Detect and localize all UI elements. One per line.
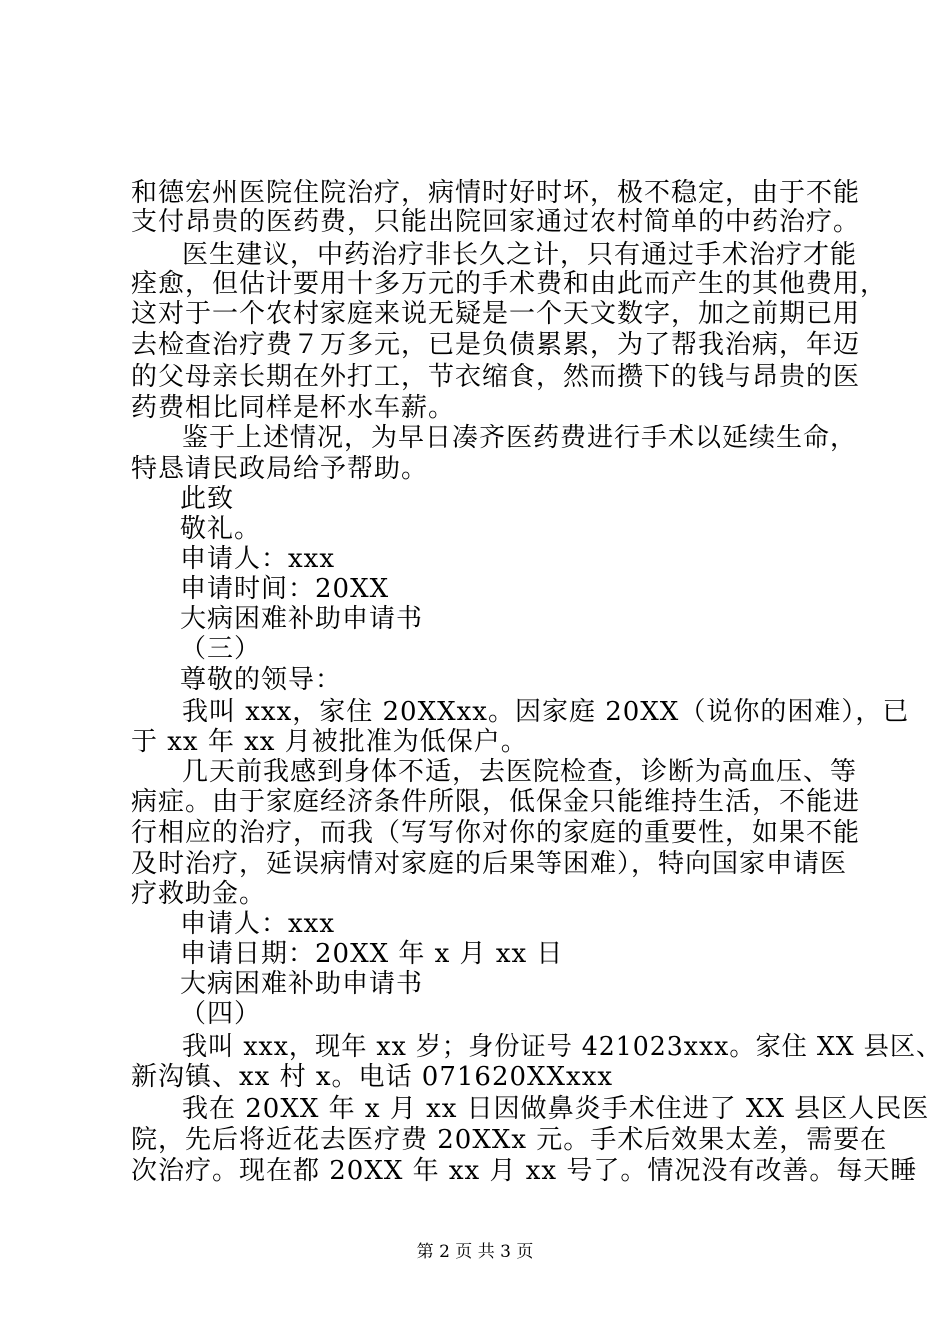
text-line-28: （四） xyxy=(180,999,262,1029)
text-line-33: 次治疗。现在都 20XX 年 xx 月 xx 号了。情况没有改善。每天睡 xyxy=(131,1156,918,1186)
text-line-27: 大病困难补助申请书 xyxy=(180,969,424,999)
text-line-4: 痊愈，但估计要用十多万元的手术费和由此而产生的其他费用， xyxy=(131,269,888,299)
text-line-6: 去检查治疗费７万多元，已是负债累累，为了帮我治病，年迈 xyxy=(131,330,861,360)
text-line-22: 行相应的治疗，而我（写写你对你的家庭的重要性，如果不能 xyxy=(131,818,861,848)
text-line-5: 这对于一个农村家庭来说无疑是一个天文数字，加之前期已用 xyxy=(131,299,861,329)
text-line-12: 敬礼。 xyxy=(180,514,262,544)
text-line-30: 新沟镇、xx 村 x。电话 071620XXxxx xyxy=(131,1062,614,1092)
text-line-11: 此致 xyxy=(180,484,235,514)
text-line-21: 病症。由于家庭经济条件所限，低保金只能维持生活，不能进 xyxy=(131,787,861,817)
text-line-9: 鉴于上述情况，为早日凑齐医药费进行手术以延续生命， xyxy=(182,423,858,453)
text-line-23: 及时治疗，延误病情对家庭的后果等困难），特向国家申请医 xyxy=(131,849,848,879)
text-line-7: 的父母亲长期在外打工，节衣缩食，然而攒下的钱与昂贵的医 xyxy=(131,362,861,392)
text-line-32: 院，先后将近花去医疗费 20XXx 元。手术后效果太差，需要在 xyxy=(131,1125,888,1155)
text-line-24: 疗救助金。 xyxy=(131,879,267,909)
text-line-31: 我在 20XX 年 x 月 xx 日因做鼻炎手术住进了 XX 县区人民医 xyxy=(182,1094,930,1124)
text-line-25: 申请人：xxx xyxy=(180,909,335,939)
text-line-15: 大病困难补助申请书 xyxy=(180,604,424,634)
text-line-20: 几天前我感到身体不适，去医院检查，诊断为高血压、等 xyxy=(182,757,858,787)
text-line-13: 申请人：xxx xyxy=(180,544,335,574)
text-line-14: 申请时间：20XX xyxy=(180,574,390,604)
text-line-8: 药费相比同样是杯水车薪。 xyxy=(131,393,456,423)
text-line-17: 尊敬的领导： xyxy=(180,665,343,695)
text-line-2: 支付昂贵的医药费，只能出院回家通过农村简单的中药治疗。 xyxy=(131,207,861,237)
text-line-26: 申请日期：20XX 年 x 月 xx 日 xyxy=(180,939,564,969)
text-line-1: 和德宏州医院住院治疗，病情时好时坏，极不稳定，由于不能 xyxy=(131,178,861,208)
text-line-18: 我叫 xxx，家住 20XXxx。因家庭 20XX（说你的困难），已 xyxy=(182,697,910,727)
text-line-29: 我叫 xxx，现年 xx 岁；身份证号 421023xxx。家住 XX 县区、 xyxy=(182,1032,943,1062)
text-line-19: 于 xx 年 xx 月被批准为低保户。 xyxy=(131,727,528,757)
text-line-10: 特恳请民政局给予帮助。 xyxy=(131,454,429,484)
text-line-16: （三） xyxy=(180,634,262,664)
page-footer: 第 2 页 共 3 页 xyxy=(416,1242,534,1262)
text-line-3: 医生建议，中药治疗非长久之计，只有通过手术治疗才能 xyxy=(182,240,858,270)
